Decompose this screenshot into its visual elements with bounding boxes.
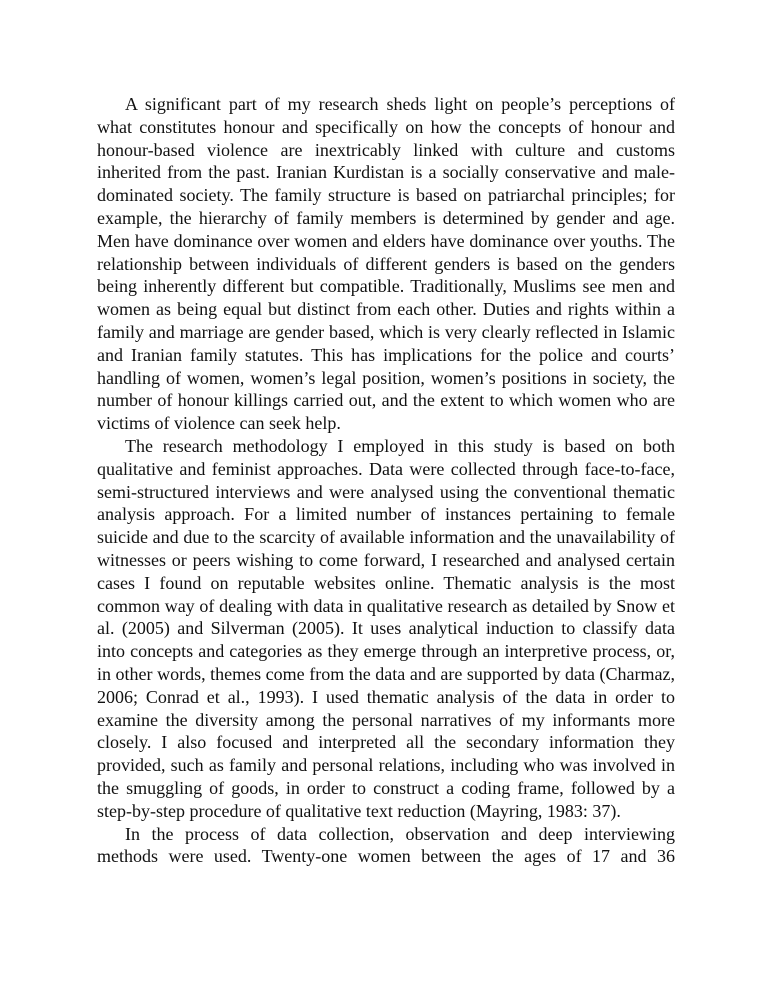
paragraph-data-collection: In the process of data collection, observation and deep interviewing methods were used. Twenty-one women between the ages of 17 and 36 [97, 823, 675, 867]
document-page [97, 93, 675, 868]
paragraph-honour-culture: A significant part of my research sheds light on people’s perceptions of what constitutes honour and specifically on how the concepts of honour and honour-based violence are inextricably linked with culture and customs inherited from the past. Iranian Kurdistan is a socially conservative and male-dominated society. The family structure is based on patriarchal principles; for example, the hierarchy of family members is determined by gender and age. Men have dominance over women and elders have dominance over youths. The relationship between individuals of different genders is based on the genders being inherently different but compatible. Traditionally, Muslims see men and women as being equal but distinct from each other. Duties and rights within a family and marriage are gender based, which is very clearly reflected in Islamic and Iranian family statutes. This has implications for the police and courts’ handling of women, women’s legal position, women’s positions in society, the number of honour killings carried out, and the extent to which women who are victims of violence can seek help. [97, 94, 675, 434]
paragraph-research-methodology: The research methodology I employed in this study is based on both qualitative and feminist approaches. Data were collected through face-to-face, semi-structured interviews and were analysed using the conventional thematic analysis approach. For a limited number of instances pertaining to female suicide and due to the scarcity of available information and the unavailability of witnesses or peers wishing to come forward, I researched and analysed certain cases I found on reputable websites online. Thematic analysis is the most common way of dealing with data in qualitative research as detailed by Snow et al. (2005) and Silverman (2005). It uses analytical induction to classify data into concepts and categories as they emerge through an interpretive process, or, in other words, themes come from the data and are supported by data (Charmaz, 2006; Conrad et al., 1993). I used thematic analysis of the data in order to examine the diversity among the personal narratives of my informants more closely. I also focused and interpreted all the secondary information they provided, such as family and personal relations, including who was involved in the smuggling of goods, in order to construct a coding frame, followed by a step-by-step procedure of qualitative text reduction (Mayring, 1983: 37). [97, 435, 675, 821]
